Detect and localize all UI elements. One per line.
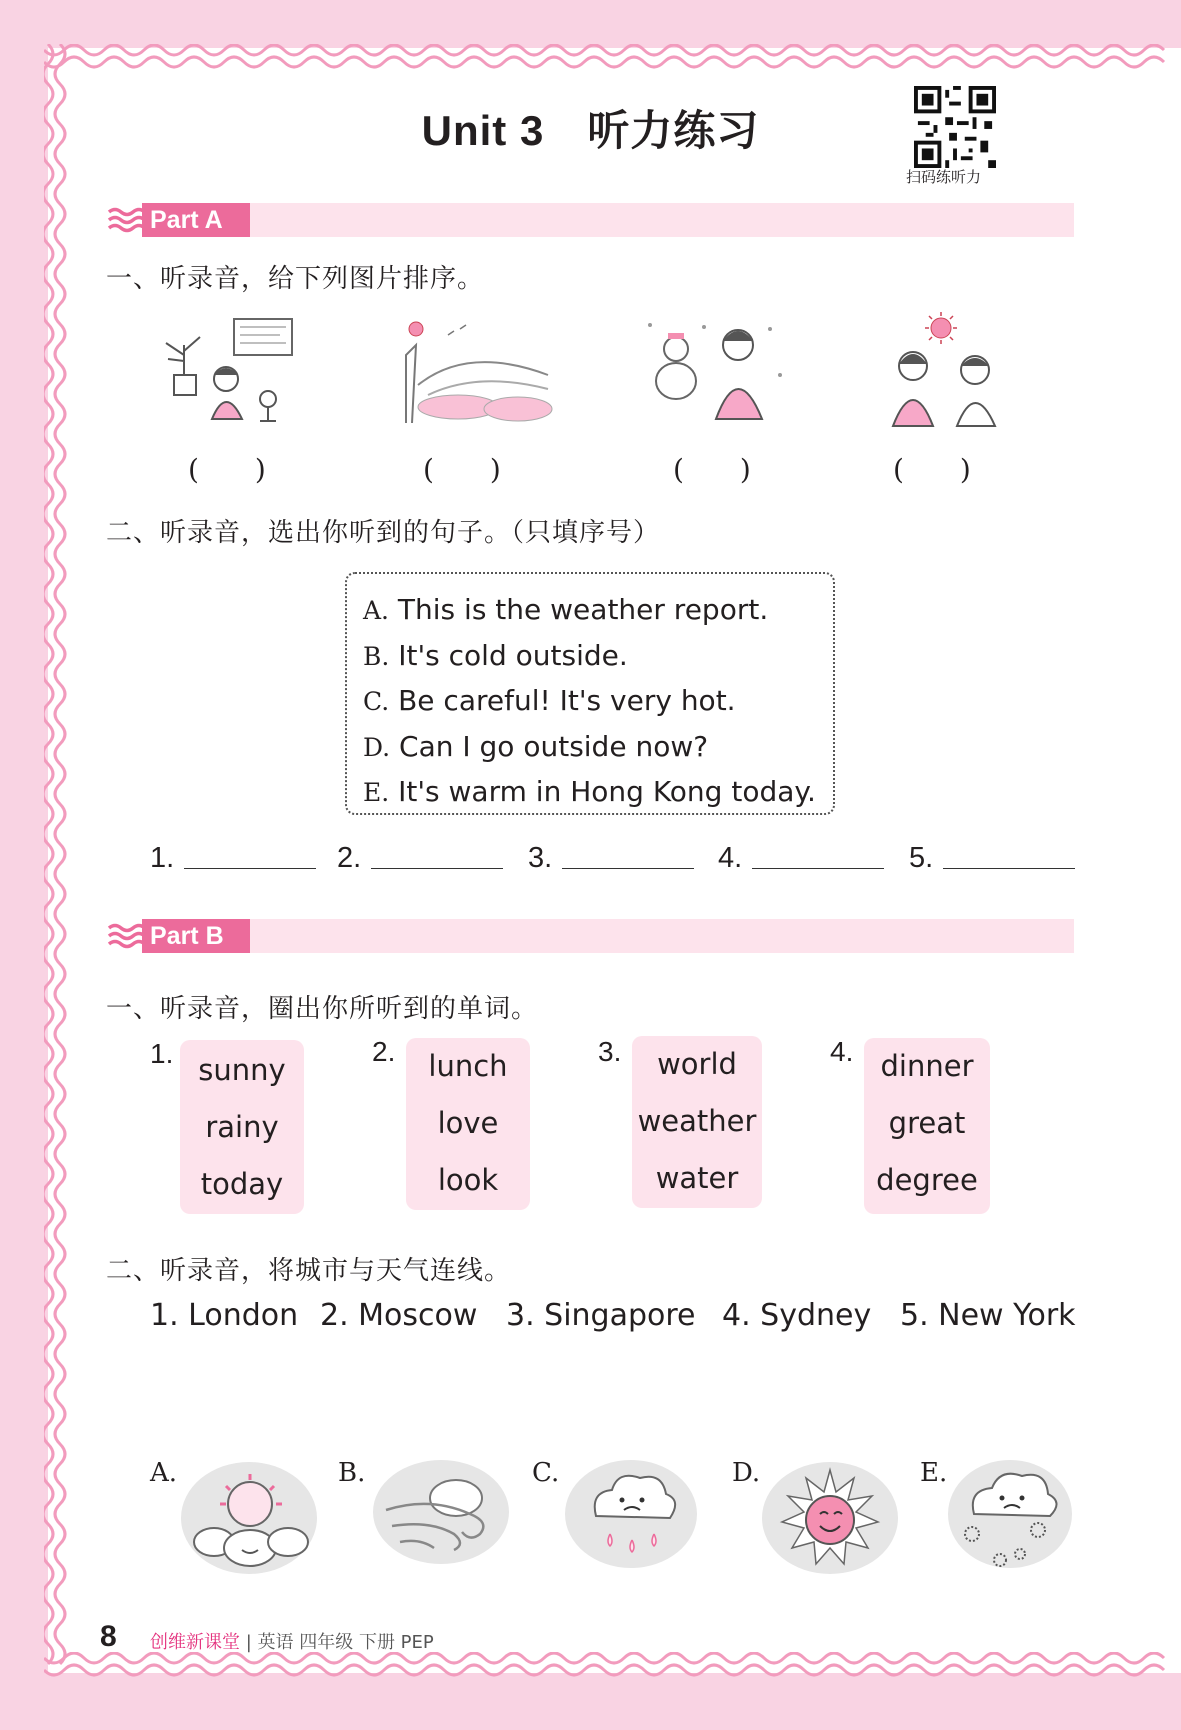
- word-option[interactable]: degree: [876, 1163, 978, 1197]
- part-a-q2-heading-note: （只填序号）: [511, 518, 661, 548]
- blank-number: 2.: [337, 842, 362, 874]
- option-letter: D.: [363, 732, 391, 762]
- snowy-cloud-icon[interactable]: [946, 1456, 1074, 1584]
- weather-letter-d: D.: [732, 1458, 761, 1488]
- word-option[interactable]: weather: [637, 1104, 757, 1138]
- word-option[interactable]: love: [437, 1106, 499, 1140]
- frame-wave-bottom: [44, 1652, 1181, 1682]
- answer-blank-4[interactable]: [718, 842, 884, 875]
- part-a-q2-heading: [106, 512, 660, 549]
- weather-letter-e: E.: [920, 1458, 948, 1488]
- weather-letter-b: B.: [338, 1458, 366, 1488]
- rainy-cloud-icon[interactable]: [562, 1456, 700, 1572]
- city-singapore[interactable]: 3. Singapore: [506, 1298, 696, 1333]
- part-b-label: Part B: [150, 921, 224, 950]
- answer-paren-2[interactable]: ( ): [423, 453, 501, 486]
- word-option[interactable]: dinner: [880, 1049, 974, 1083]
- blank-number: 5.: [909, 842, 934, 874]
- option-letter: A.: [363, 596, 390, 625]
- blank-line[interactable]: [562, 844, 694, 869]
- word-option[interactable]: lunch: [428, 1049, 508, 1083]
- sentence-option-d: [363, 725, 833, 771]
- page-number: 8: [100, 1620, 117, 1653]
- weather-letter-c: C.: [532, 1458, 560, 1488]
- cloudy-sun-icon[interactable]: [178, 1456, 320, 1576]
- wave-icon: [106, 203, 142, 237]
- word-card-1: [180, 1040, 304, 1214]
- option-letter: B.: [363, 641, 390, 671]
- sentence-option-b: [363, 634, 833, 680]
- part-a-label: Part A: [150, 205, 223, 234]
- footer-brand: 创维新课堂: [150, 1632, 240, 1653]
- snowman-boy-picture: [640, 315, 790, 425]
- sentence-option-e: [363, 770, 833, 816]
- blank-line[interactable]: [943, 844, 1075, 869]
- hot-day-children-picture: [875, 310, 1005, 430]
- answer-paren-3[interactable]: ( ): [673, 453, 751, 486]
- option-text: It's cold outside.: [398, 638, 628, 672]
- part-b-tag: [106, 919, 250, 953]
- word-option[interactable]: water: [655, 1161, 739, 1195]
- word-card-2: [406, 1038, 530, 1210]
- windy-icon[interactable]: [370, 1456, 512, 1568]
- answer-paren-1[interactable]: ( ): [188, 453, 266, 486]
- spring-landscape-picture: [398, 315, 558, 425]
- answer-blank-2[interactable]: [337, 842, 503, 875]
- blank-number: 1.: [150, 842, 175, 874]
- word-option[interactable]: sunny: [198, 1053, 286, 1087]
- blank-number: 3.: [528, 842, 553, 874]
- word-option[interactable]: today: [200, 1167, 284, 1201]
- word-option[interactable]: world: [657, 1047, 737, 1081]
- option-text: It's warm in Hong Kong today.: [398, 775, 816, 809]
- wave-icon: [106, 919, 142, 953]
- option-text: Can I go outside now?: [399, 729, 709, 763]
- city-sydney[interactable]: 4. Sydney: [722, 1298, 872, 1333]
- answer-paren-4[interactable]: ( ): [893, 453, 971, 486]
- part-b-bar: [106, 919, 1074, 953]
- city-london[interactable]: 1. London: [150, 1298, 299, 1333]
- option-text: Be careful! It's very hot.: [398, 684, 736, 718]
- word-card-3: [632, 1036, 762, 1208]
- footer-book: | 英语 四年级 下册 PEP: [245, 1632, 434, 1653]
- word-card-4: [864, 1038, 990, 1214]
- word-option[interactable]: rainy: [205, 1110, 279, 1144]
- sentence-options-box: [345, 572, 835, 815]
- word-option[interactable]: look: [437, 1163, 499, 1197]
- sentence-option-a: [363, 588, 833, 634]
- sun-icon[interactable]: [760, 1456, 900, 1576]
- answer-blank-1[interactable]: [150, 842, 316, 875]
- city-new-york[interactable]: 5. New York: [900, 1298, 1076, 1333]
- word-option[interactable]: great: [888, 1106, 966, 1140]
- frame-wave-top: [44, 44, 1181, 74]
- option-text: This is the weather report.: [397, 593, 769, 626]
- option-letter: E.: [363, 778, 390, 808]
- part-a-bar: [106, 203, 1074, 237]
- answer-blank-5[interactable]: [909, 842, 1075, 875]
- word-group-number-2: 2.: [372, 1036, 396, 1067]
- part-b-q2-heading: 二、听录音，将城市与天气连线。: [106, 1256, 512, 1286]
- blank-line[interactable]: [752, 844, 884, 869]
- city-moscow[interactable]: 2. Moscow: [320, 1298, 478, 1333]
- frame-wave-left: [44, 44, 74, 1676]
- part-a-q2-heading-text: 二、听录音，选出你听到的句子。: [106, 518, 512, 548]
- weather-letter-a: A.: [150, 1458, 178, 1488]
- qr-label: 扫码练听力: [906, 168, 982, 186]
- answer-blank-3[interactable]: [528, 842, 694, 875]
- girl-indoors-picture: [160, 315, 300, 425]
- blank-line[interactable]: [371, 844, 503, 869]
- footer-book-info: [150, 1628, 434, 1654]
- word-group-number-4: 4.: [830, 1036, 854, 1067]
- blank-line[interactable]: [184, 844, 316, 869]
- sentence-option-c: [363, 679, 833, 725]
- part-a-q1-heading: 一、听录音，给下列图片排序。: [106, 264, 485, 294]
- qr-code[interactable]: [914, 86, 996, 168]
- page-title: Unit 3 听力练习: [421, 107, 760, 154]
- word-group-number-3: 3.: [598, 1036, 622, 1067]
- blank-number: 4.: [718, 842, 743, 874]
- part-b-q1-heading: 一、听录音，圈出你所听到的单词。: [106, 994, 539, 1024]
- word-group-number-1: 1.: [150, 1038, 174, 1069]
- option-letter: C.: [363, 687, 390, 717]
- part-a-tag: [106, 203, 250, 237]
